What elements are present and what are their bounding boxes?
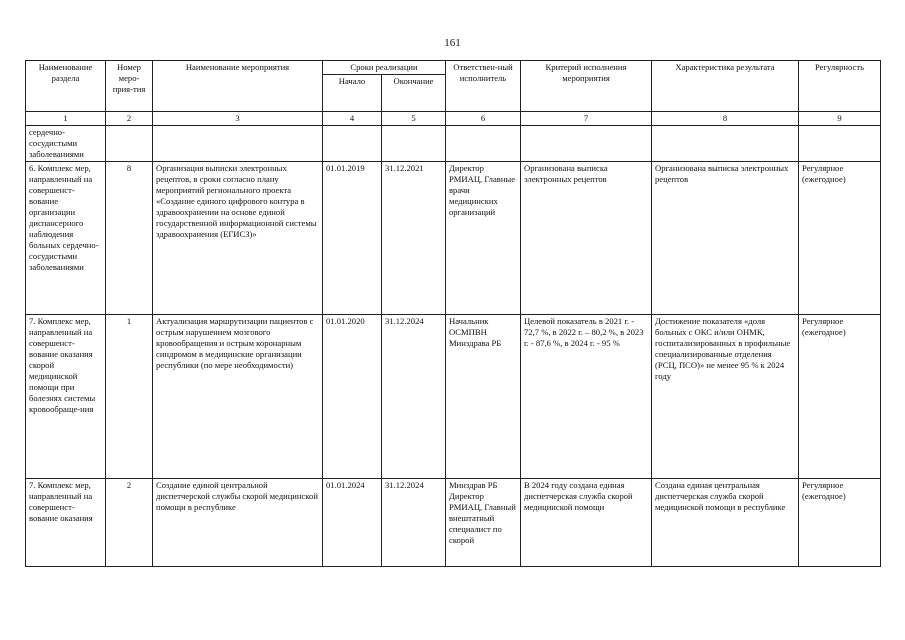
column-number: 9 xyxy=(799,112,881,126)
header-end: Окончание xyxy=(382,75,446,112)
table-row xyxy=(26,162,881,315)
cell-end: 31.12.2021 xyxy=(382,162,446,315)
header-start: Начало xyxy=(323,75,382,112)
cell-responsible: Начальник ОСМПВН Минздрава РБ xyxy=(446,315,521,479)
cell-start: 01.01.2019 xyxy=(323,162,382,315)
cell-start: 01.01.2024 xyxy=(323,479,382,567)
cell-criterion xyxy=(521,126,652,162)
cell-responsible xyxy=(446,126,521,162)
cell-event xyxy=(153,126,323,162)
cell-regularity: Регулярное (ежегодное) xyxy=(799,162,881,315)
cell-criterion: Организована выписка электронных рецептов xyxy=(521,162,652,315)
cell-result: Создана единая центральная диспетчерская служба скорой медицинской помощи в республике xyxy=(652,479,799,567)
cell-regularity: Регулярное (ежегодное) xyxy=(799,315,881,479)
cell-responsible: Минздрав РБ Директор РМИАЦ, Главный внештатный специалист по скорой xyxy=(446,479,521,567)
cell-number: 1 xyxy=(106,315,153,479)
cell-regularity: Регулярное (ежегодное) xyxy=(799,479,881,567)
column-number: 8 xyxy=(652,112,799,126)
header-terms: Сроки реализации xyxy=(323,61,446,75)
column-number-row xyxy=(26,112,881,126)
header-result: Характеристика результата xyxy=(652,61,799,112)
events-table xyxy=(25,60,881,567)
table-row xyxy=(26,126,881,162)
cell-result: Достижение показателя «доля больных с ОКС и/или ОНМК, госпитализированных в профильные специализированные отделения (РСЦ, ПСО)» не менее 95 % к 2024 году xyxy=(652,315,799,479)
column-number: 6 xyxy=(446,112,521,126)
page-number: 161 xyxy=(444,37,461,49)
column-number: 2 xyxy=(106,112,153,126)
column-number: 4 xyxy=(323,112,382,126)
column-number: 5 xyxy=(382,112,446,126)
cell-section: сердечно-сосудистыми заболеваниями xyxy=(26,126,106,162)
cell-criterion: Целевой показатель в 2021 г. - 72,7 %, в 2022 г. – 80,2 %, в 2023 г. - 87,6 %, в 2024 г. - 95 % xyxy=(521,315,652,479)
cell-start xyxy=(323,126,382,162)
header-row xyxy=(26,61,881,75)
cell-number: 2 xyxy=(106,479,153,567)
cell-criterion: В 2024 году создана единая диспетчерская служба скорой медицинской помощи xyxy=(521,479,652,567)
cell-start: 01.01.2020 xyxy=(323,315,382,479)
cell-event: Организация выписки электронных рецептов, в сроки согласно плану мероприятий регионального проекта «Создание единого цифрового контура в здравоохранении на основе единой государственной информационной системы здравоохранения (ЕГИСЗ)» xyxy=(153,162,323,315)
column-number: 1 xyxy=(26,112,106,126)
header-criterion: Критерий исполнения мероприятия xyxy=(521,61,652,112)
header-event: Наименование мероприятия xyxy=(153,61,323,112)
cell-result: Организована выписка электронных рецептов xyxy=(652,162,799,315)
cell-end: 31.12.2024 xyxy=(382,315,446,479)
table-row xyxy=(26,315,881,479)
cell-end xyxy=(382,126,446,162)
cell-end: 31.12.2024 xyxy=(382,479,446,567)
cell-section: 6. Комплекс мер, направленный на совершенст-вование организации диспансерного наблюдения больных сердечно-сосудистыми заболеваниями xyxy=(26,162,106,315)
header-section: Наименование раздела xyxy=(26,61,106,112)
cell-responsible: Директор РМИАЦ, Главные врачи медицинских организаций xyxy=(446,162,521,315)
table-row xyxy=(26,479,881,567)
column-number: 7 xyxy=(521,112,652,126)
cell-event: Актуализация маршрутизации пациентов с острым нарушением мозгового кровообращения и острым коронарным синдромом в медицинские организации республики (по мере необходимости) xyxy=(153,315,323,479)
cell-event: Создание единой центральной диспетчерской службы скорой медицинской помощи в республике xyxy=(153,479,323,567)
cell-regularity xyxy=(799,126,881,162)
header-responsible: Ответствен-ный исполнитель xyxy=(446,61,521,112)
cell-result xyxy=(652,126,799,162)
header-regularity: Регулярность xyxy=(799,61,881,112)
cell-section: 7. Комплекс мер, направленный на совершенст-вование оказания xyxy=(26,479,106,567)
cell-section: 7. Комплекс мер, направленный на совершенст-вование оказания скорой медицинской помощи при болезнях системы кровообраще-ния xyxy=(26,315,106,479)
cell-number xyxy=(106,126,153,162)
cell-number: 8 xyxy=(106,162,153,315)
column-number: 3 xyxy=(153,112,323,126)
header-number: Номер меро-прия-тия xyxy=(106,61,153,112)
